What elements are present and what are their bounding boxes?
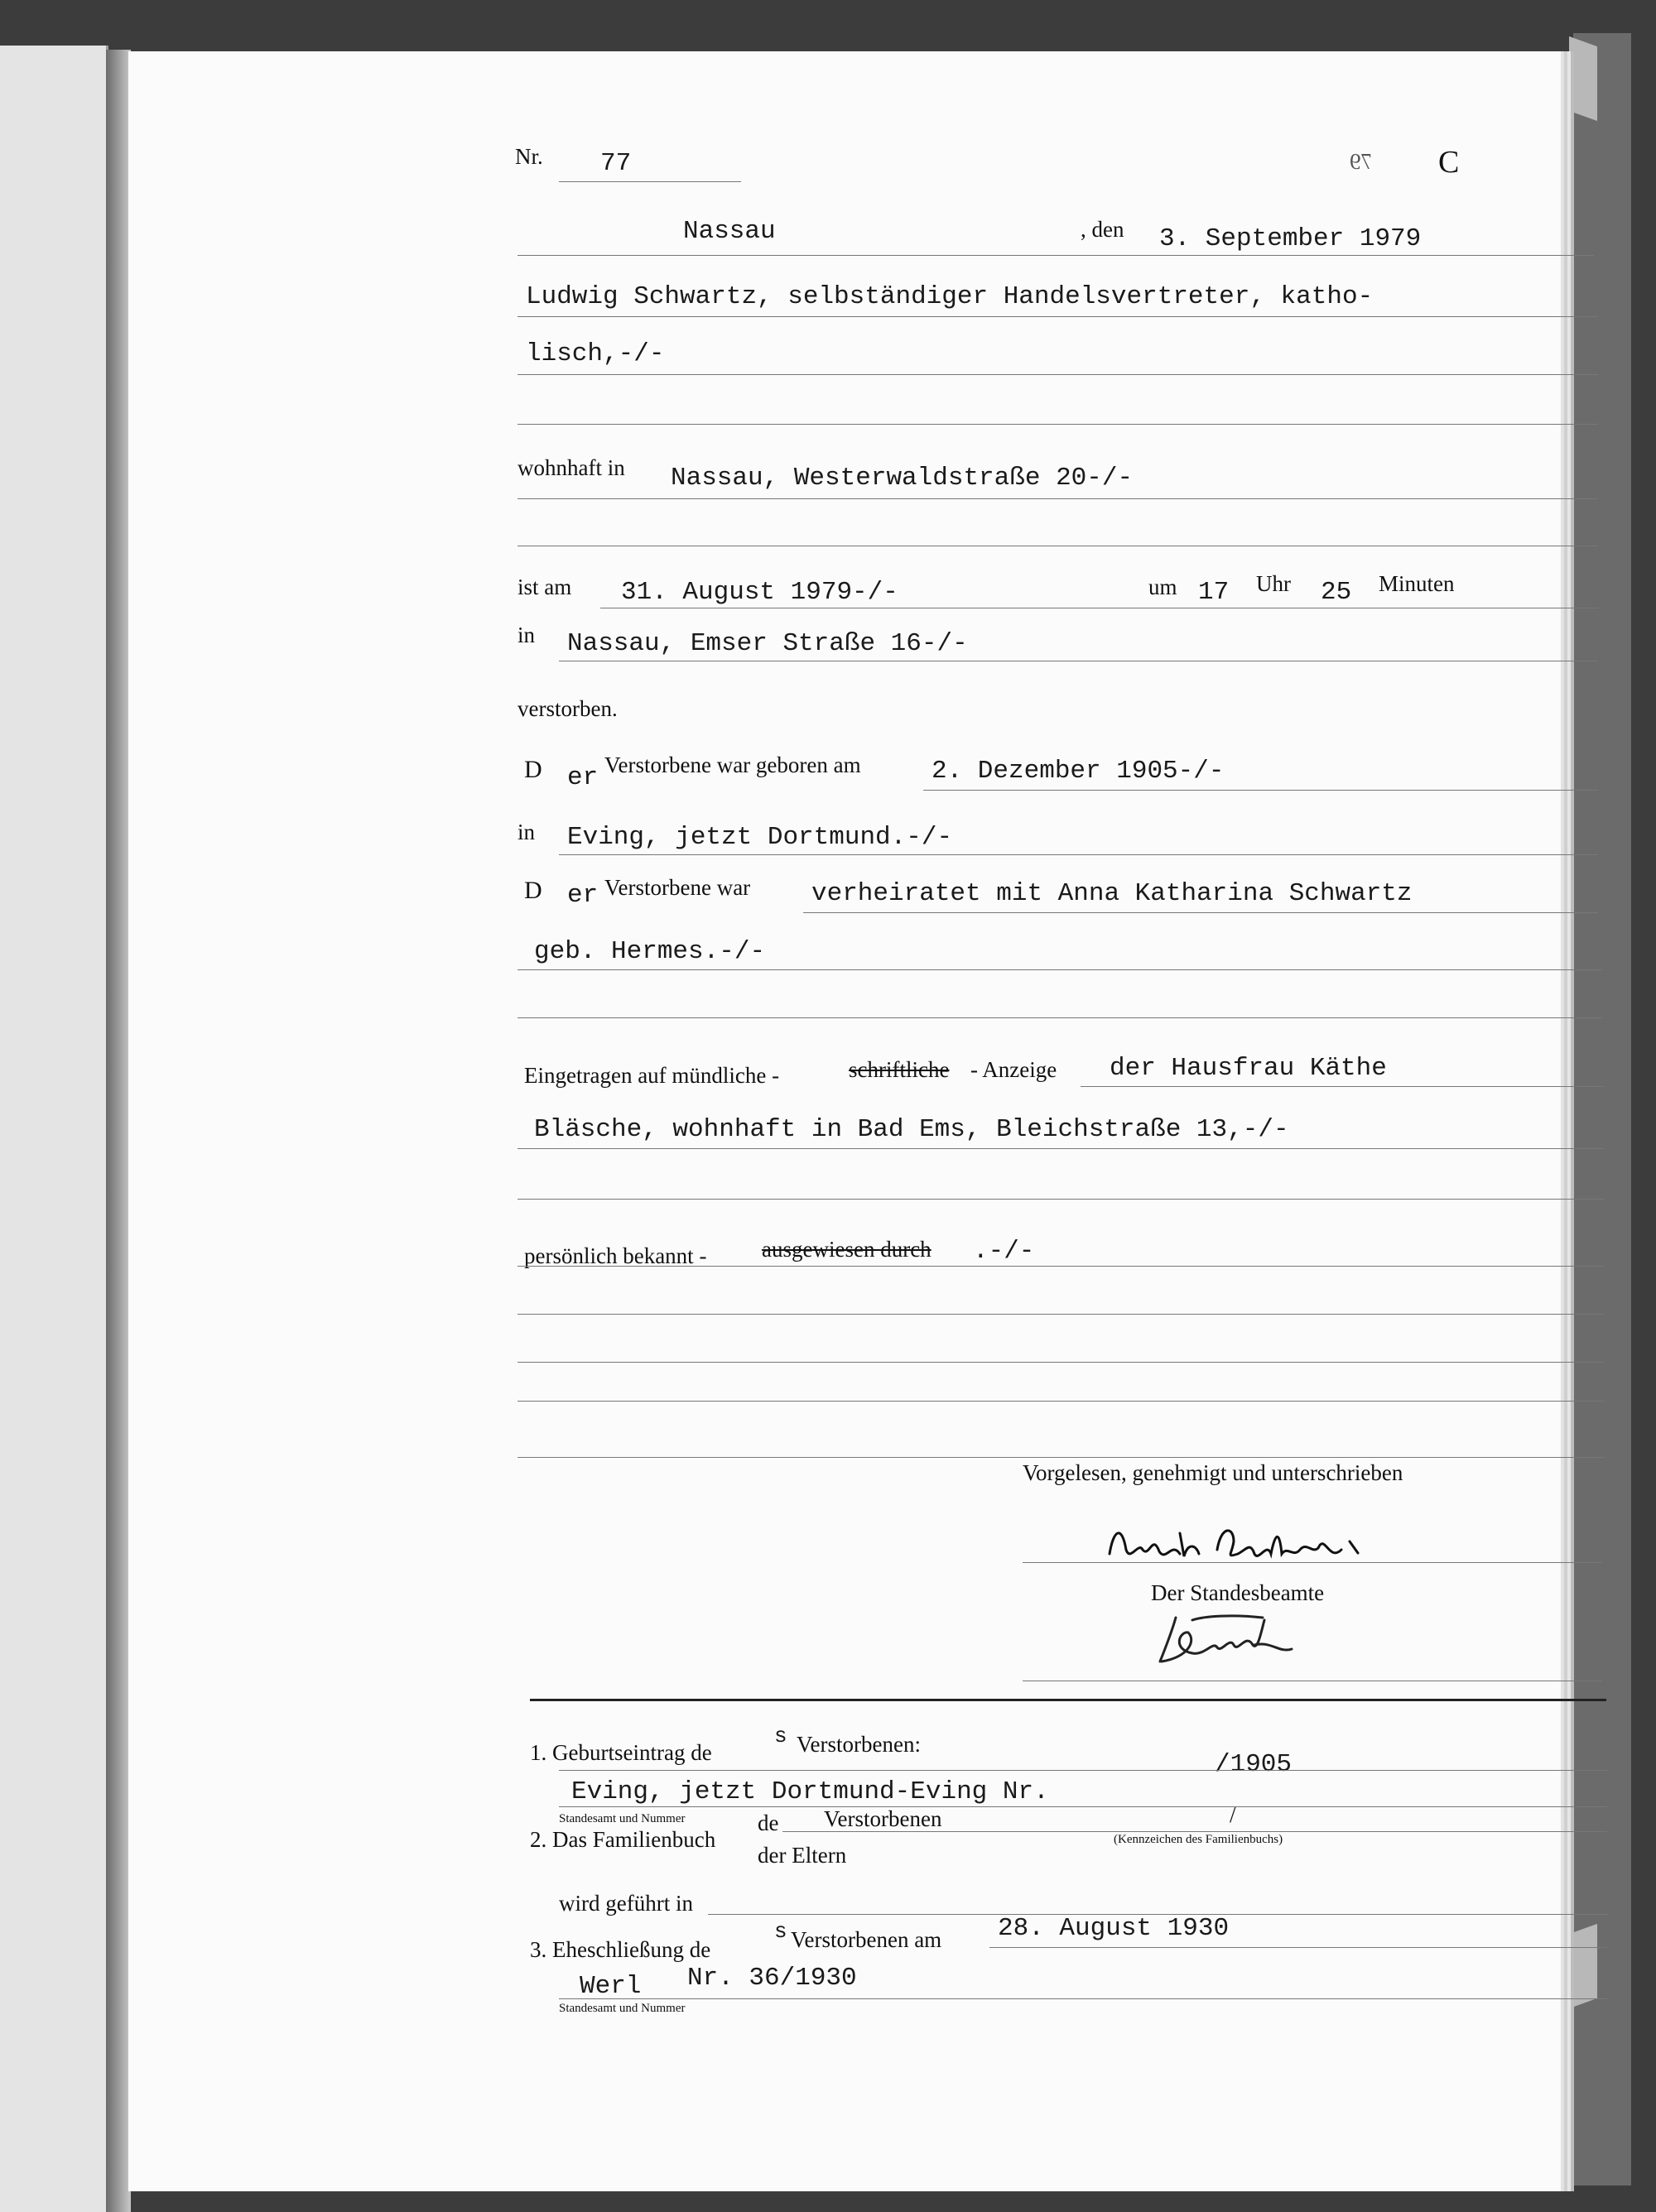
- standesamt-label-2: Standesamt und Nummer: [559, 2002, 686, 2015]
- footer-item3-rule: [989, 1947, 1607, 1948]
- place-value: Nassau: [683, 217, 776, 246]
- marital-rule3: [518, 1017, 1602, 1018]
- book-cover-edge: [1573, 33, 1631, 2186]
- person-rule2: [518, 374, 1598, 375]
- person-line1: Ludwig Schwartz, selbständiger Handelsvertreter, katho-: [526, 282, 1374, 311]
- corner-letter: C: [1438, 145, 1460, 180]
- report-label-struck: schriftliche: [849, 1057, 950, 1082]
- footer-item2-eltern: der Eltern: [758, 1843, 847, 1868]
- book-gutter: [106, 50, 131, 2212]
- known-rule2: [518, 1314, 1604, 1315]
- footer-item1-value: Eving, jetzt Dortmund-Eving Nr.: [571, 1777, 1049, 1806]
- footer-divider: [530, 1699, 1606, 1701]
- corner-ref: 79: [1350, 149, 1372, 174]
- vorgelesen-label: Vorgelesen, genehmigt und unterschrieben: [1023, 1460, 1403, 1485]
- footer-item3-place: Werl: [580, 1972, 642, 2001]
- report-line1: der Hausfrau Käthe: [1110, 1054, 1387, 1083]
- report-rule1: [1081, 1086, 1604, 1087]
- death-date: 31. August 1979-/-: [621, 578, 898, 607]
- footer-item3-nr: Nr. 36/1930: [687, 1964, 857, 1993]
- person-rule3: [518, 424, 1598, 425]
- birth-date-rule: [923, 790, 1598, 791]
- cover-corner-top: [1569, 36, 1597, 121]
- standesamt-label-1: Standesamt und Nummer: [559, 1812, 686, 1825]
- footer-item2-gefuehrt: wird geführt in: [559, 1891, 693, 1916]
- nr-value: 77: [600, 149, 632, 178]
- person-rule1: [518, 316, 1598, 317]
- death-minute: 25: [1321, 578, 1352, 607]
- kennzeichen-label: (Kennzeichen des Familienbuchs): [1114, 1833, 1283, 1846]
- marital-er-suffix: er: [567, 881, 599, 910]
- death-place: Nassau, Emser Straße 16-/-: [567, 629, 968, 658]
- death-in-label: in: [518, 623, 536, 647]
- place-rule: [518, 255, 1594, 256]
- informant-signature-rule: [1023, 1562, 1602, 1563]
- report-label-a: Eingetragen auf mündliche -: [524, 1063, 780, 1088]
- footer-item3-suffix: s: [774, 1919, 787, 1944]
- footer-item2-slash: /: [1230, 1802, 1236, 1827]
- death-hour: 17: [1198, 578, 1230, 607]
- residence-value: Nassau, Westerwaldstraße 20-/-: [671, 464, 1134, 493]
- birth-date: 2. Dezember 1905-/-: [932, 757, 1225, 786]
- report-rule2: [518, 1148, 1604, 1149]
- report-line2: Bläsche, wohnhaft in Bad Ems, Bleichstraße 13,-/-: [534, 1115, 1289, 1144]
- birth-label: Verstorbene war geboren am: [604, 753, 861, 777]
- footer-item1-rule2: [559, 1806, 1607, 1807]
- marital-rule1: [803, 912, 1598, 913]
- verstorben-label: verstorben.: [518, 696, 618, 721]
- standesbeamte-label: Der Standesbeamte: [1151, 1580, 1325, 1605]
- known-rule3: [518, 1362, 1604, 1363]
- cover-corner-bottom: [1569, 1924, 1597, 2008]
- registrar-signature: [1155, 1608, 1346, 1674]
- footer-item1-rule: [559, 1770, 1607, 1771]
- known-label-struck: ausgewiesen durch: [762, 1237, 932, 1262]
- footer-item2-label: 2. Das Familienbuch: [530, 1827, 716, 1852]
- footer-item1-tail: Verstorbenen:: [797, 1732, 921, 1757]
- footer-item2-verstorbenen: Verstorbenen: [824, 1806, 942, 1831]
- report-label-b: - Anzeige: [970, 1057, 1057, 1082]
- nr-rule: [559, 181, 741, 182]
- footer-item3-rule2: [559, 1998, 1607, 1999]
- footer-item2-de: de: [758, 1810, 779, 1835]
- person-line2: lisch,-/-: [526, 339, 665, 368]
- footer-item1-suffix: s: [774, 1724, 787, 1748]
- marital-line1: verheiratet mit Anna Katharina Schwartz: [811, 879, 1413, 908]
- marital-rule2: [518, 969, 1602, 970]
- birth-d-label: D: [524, 756, 542, 783]
- known-rule1: [518, 1266, 1604, 1267]
- known-rule4: [518, 1401, 1604, 1402]
- birth-in-label: in: [518, 820, 536, 844]
- known-rule5: [518, 1457, 1604, 1458]
- footer-item3-date: 28. August 1930: [998, 1914, 1230, 1943]
- informant-signature: [1101, 1517, 1408, 1575]
- known-label-a: persönlich bekannt -: [524, 1243, 707, 1268]
- marital-label: Verstorbene war: [604, 875, 751, 900]
- footer-item3-label: 3. Eheschließung de: [530, 1937, 711, 1962]
- residence-rule1: [518, 498, 1598, 499]
- register-page: [128, 51, 1561, 2191]
- um-label: um: [1148, 575, 1177, 599]
- footer-item1-label: 1. Geburtseintrag de: [530, 1740, 712, 1765]
- birth-place-rule: [559, 854, 1598, 855]
- den-label: , den: [1081, 217, 1124, 242]
- birth-er-suffix: er: [567, 763, 599, 792]
- ist-am-label: ist am: [518, 575, 572, 599]
- uhr-label: Uhr: [1256, 571, 1291, 596]
- minuten-label: Minuten: [1379, 571, 1455, 596]
- marital-line2: geb. Hermes.-/-: [534, 937, 766, 966]
- wohnhaft-label: wohnhaft in: [518, 455, 625, 480]
- birth-place: Eving, jetzt Dortmund.-/-: [567, 823, 953, 852]
- marital-d-label: D: [524, 877, 542, 904]
- footer-item1-year: /1905: [1215, 1750, 1293, 1779]
- footer-item3-tail: Verstorbenen am: [791, 1927, 942, 1952]
- known-value: .-/-: [973, 1237, 1035, 1266]
- left-page: [0, 46, 108, 2212]
- date-value: 3. September 1979: [1159, 224, 1422, 253]
- report-rule3: [518, 1199, 1604, 1200]
- footer-item2-rule: [782, 1831, 1607, 1832]
- nr-label: Nr.: [515, 144, 543, 169]
